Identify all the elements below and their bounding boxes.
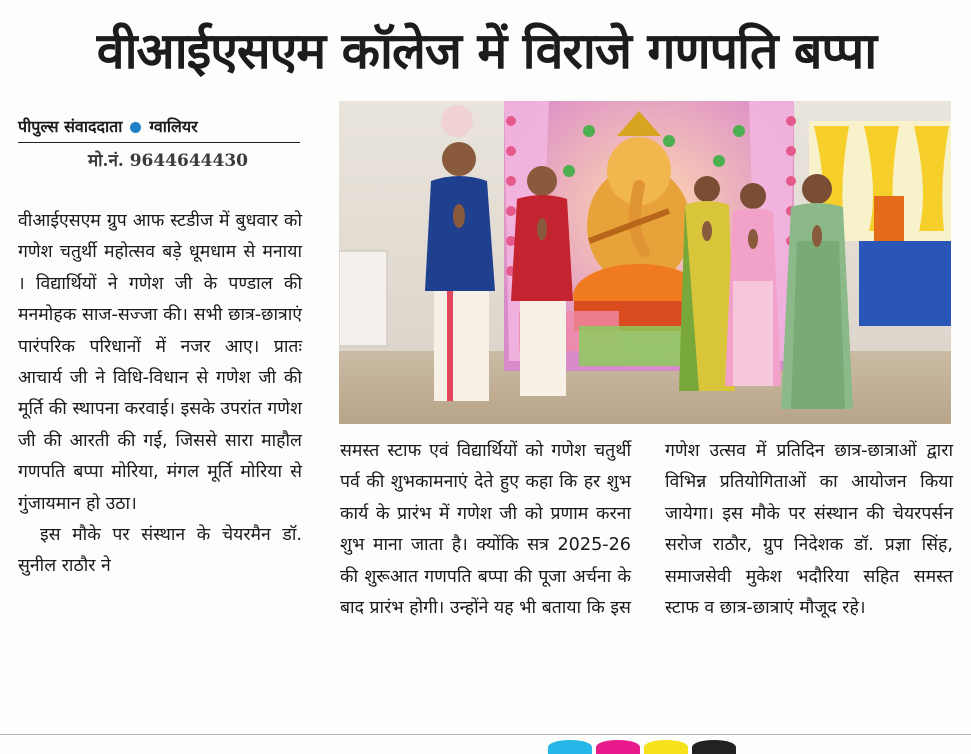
print-mark-yellow [644,740,688,754]
dot-icon [130,122,141,133]
article-column-3 [665,436,953,624]
byline [18,112,300,143]
article-paragraph: इस मौके पर संस्थान के चेयरमैन डॉ. सुनील राठौर ने [18,525,302,577]
reporter-name: पीपुल्स संवाददाता [18,117,123,136]
print-mark-cyan [548,740,592,754]
article-column-2 [340,436,631,624]
print-mark-black [692,740,736,754]
bottom-rule [0,734,971,735]
article-paragraph: गणेश उत्सव में प्रतिदिन छात्र-छात्राओं द्वारा विभिन्न प्रतियोगिताओं का आयोजन किया जायेगा। इस मौके पर संस्थान की चेयरपर्सन सरोज राठौर, ग्रुप निदेशक डॉ. प्रज्ञा सिंह, समाजसेवी मुकेश भदौरिया सहित समस्त स्टाफ व छात्र-छात्राएं मौजूद रहे। [665,441,953,619]
print-mark-magenta [596,740,640,754]
article-column-1 [18,206,302,583]
location-name: ग्वालियर [149,117,198,136]
mobile-number: मो.नं. 9644644430 [87,151,248,171]
ganesh-celebration-illustration [339,101,951,424]
headline: वीआईएसएम कॉलेज में विराजे गणपति बप्पा [96,22,877,80]
article-paragraph: वीआईएसएम ग्रुप आफ स्टडीज में बुधवार को गणेश चतुर्थी महोत्सव बड़े धूमधाम से मनाया । विद्यार्थियों ने गणेश जी के पण्डाल की मनमोहक साज-सज्जा की। सभी छात्र-छात्राएं पारंपरिक परिधानों में नजर आए। प्रातः आचार्य जी ने विधि-विधान से गणेश जी की मूर्ति की स्थापना करवाई। इसके उपरांत गणेश जी की आरती की गई, जिससे सारा माहौल गणपति बप्पा मोरिया, मंगल मूर्ति मोरिया से गुंजायमान हो उठा। [18,211,302,514]
news-photo [339,101,951,424]
article-paragraph: समस्त स्टाफ एवं विद्यार्थियों को गणेश चतुर्थी पर्व की शुभकामनाएं देते हुए कहा कि हर शुभ कार्य के प्रारंभ में गणेश जी को प्रणाम करना शुभ माना जाता है। क्योंकि सत्र 2025-26 की शुरूआत गणपति बप्पा की पूजा अर्चना के बाद प्रारंभ होगी। उन्होंने यह भी बताया कि इस [340,441,631,619]
